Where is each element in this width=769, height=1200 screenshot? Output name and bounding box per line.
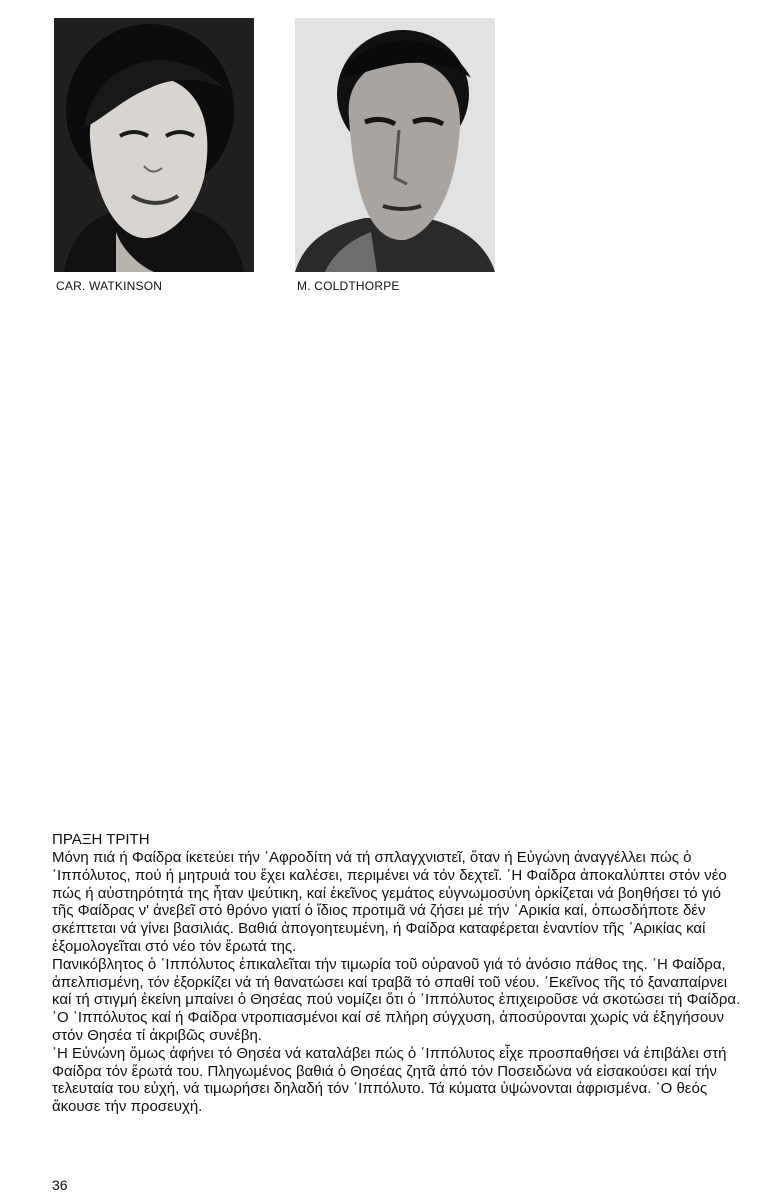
photo-caption: M. COLDTHORPE xyxy=(297,279,400,293)
act-heading: ΠΡΑΞΗ ΤΡΙΤΗ xyxy=(52,831,150,848)
portrait-man-image xyxy=(295,18,495,272)
synopsis-paragraph: Πανικόβλητος ὁ ῾Ιππόλυτος ἐπικαλεῖται τήν τιμωρία τοῦ οὐρανοῦ γιά τό ἀνόσιο πάθος της. ῾Η Φαίδρα, ἀπελπισμένη, τόν ἐξορκίζει νά τή θανατώσει καί τραβᾶ τό σπαθί τοῦ νέου. ᾿Εκεῖνος τῆς τό ξαναπαίρνει καί τή στιγμή ἐκείνη μπαίνει ὁ Θησέας πού νομίζει ὅτι ὁ ῾Ιππόλυτος ἐπιχειροῦσε νά σκοτώσει τή Φαίδρα. ῾Ο ῾Ιππόλυτος καί ή Φαίδρα ντροπιασμένοι καί σέ πλήρη σύγχυση, ἀποσύρονται χωρίς νά ἐξηγήσουν στόν Θησέα τί ἀκριβῶς συνέβη. xyxy=(52,955,741,1044)
portrait-woman-image xyxy=(54,18,254,272)
act-synopsis xyxy=(52,849,742,1116)
synopsis-paragraph: Μόνη πιά ή Φαίδρα ίκετεύει τήν ᾿Αφροδίτη νά τή σπλαγχνιστεῖ, ὅταν ή Εὐγώνη ἀναγγέλλει πώς ὁ ῾Ιππόλυτος, πού ή μητρυιά του ἔχει καλέσει, περιμένει νά τόν δεχτεῖ. ῾Η Φαίδρα ἀποκαλύπτει στόν νέο πώς ή αὐστηρότητά της ἦταν ψεύτικη, καί ἐκεῖνος γεμάτος εὐγνωμοσύνη ὁρκίζεται νά βοηθήσει τό γιό τῆς Φαίδρας ν' ἀνεβεῖ στό θρόνο γιατί ὁ ἴδιος προτιμᾶ νά ζήσει μέ τήν ᾿Αρικία καί, ὁπωσδήποτε δέν σκέπτεται νά γίνει βασιλιάς. Βαθιά ἀπογοητευμένη, ή Φαίδρα καταφέρεται ἐναντίον τῆς ᾿Αρικίας καί ἐξομολογεῖται στό νέο τόν ἔρωτά της. xyxy=(52,849,727,955)
photo-caption: CAR. WATKINSON xyxy=(56,279,163,293)
portrait-photo-watkinson xyxy=(54,18,254,272)
synopsis-paragraph: ῾Η Εὐνώνη ὅμως ἀφήνει τό Θησέα νά καταλάβει πώς ὁ ῾Ιππόλυτος εἶχε προσπαθήσει νά ἐπιβάλει στή Φαίδρα τόν ἔρωτά του. Πληγωμένος βαθιά ὁ Θησέας ζητᾶ ἀπό τόν Ποσειδώνα νά εἰσακούσει καί τήν τελευταία του εὐχή, νά τιμωρήσει δηλαδή τόν ῾Ιππόλυτο. Τά κύματα ὑψώνονται ἀφρισμένα. ῾Ο θεός ἄκουσε τήν προσευχή. xyxy=(52,1044,727,1116)
portrait-photo-coldthorpe xyxy=(295,18,495,272)
page-number: 36 xyxy=(52,1177,68,1193)
